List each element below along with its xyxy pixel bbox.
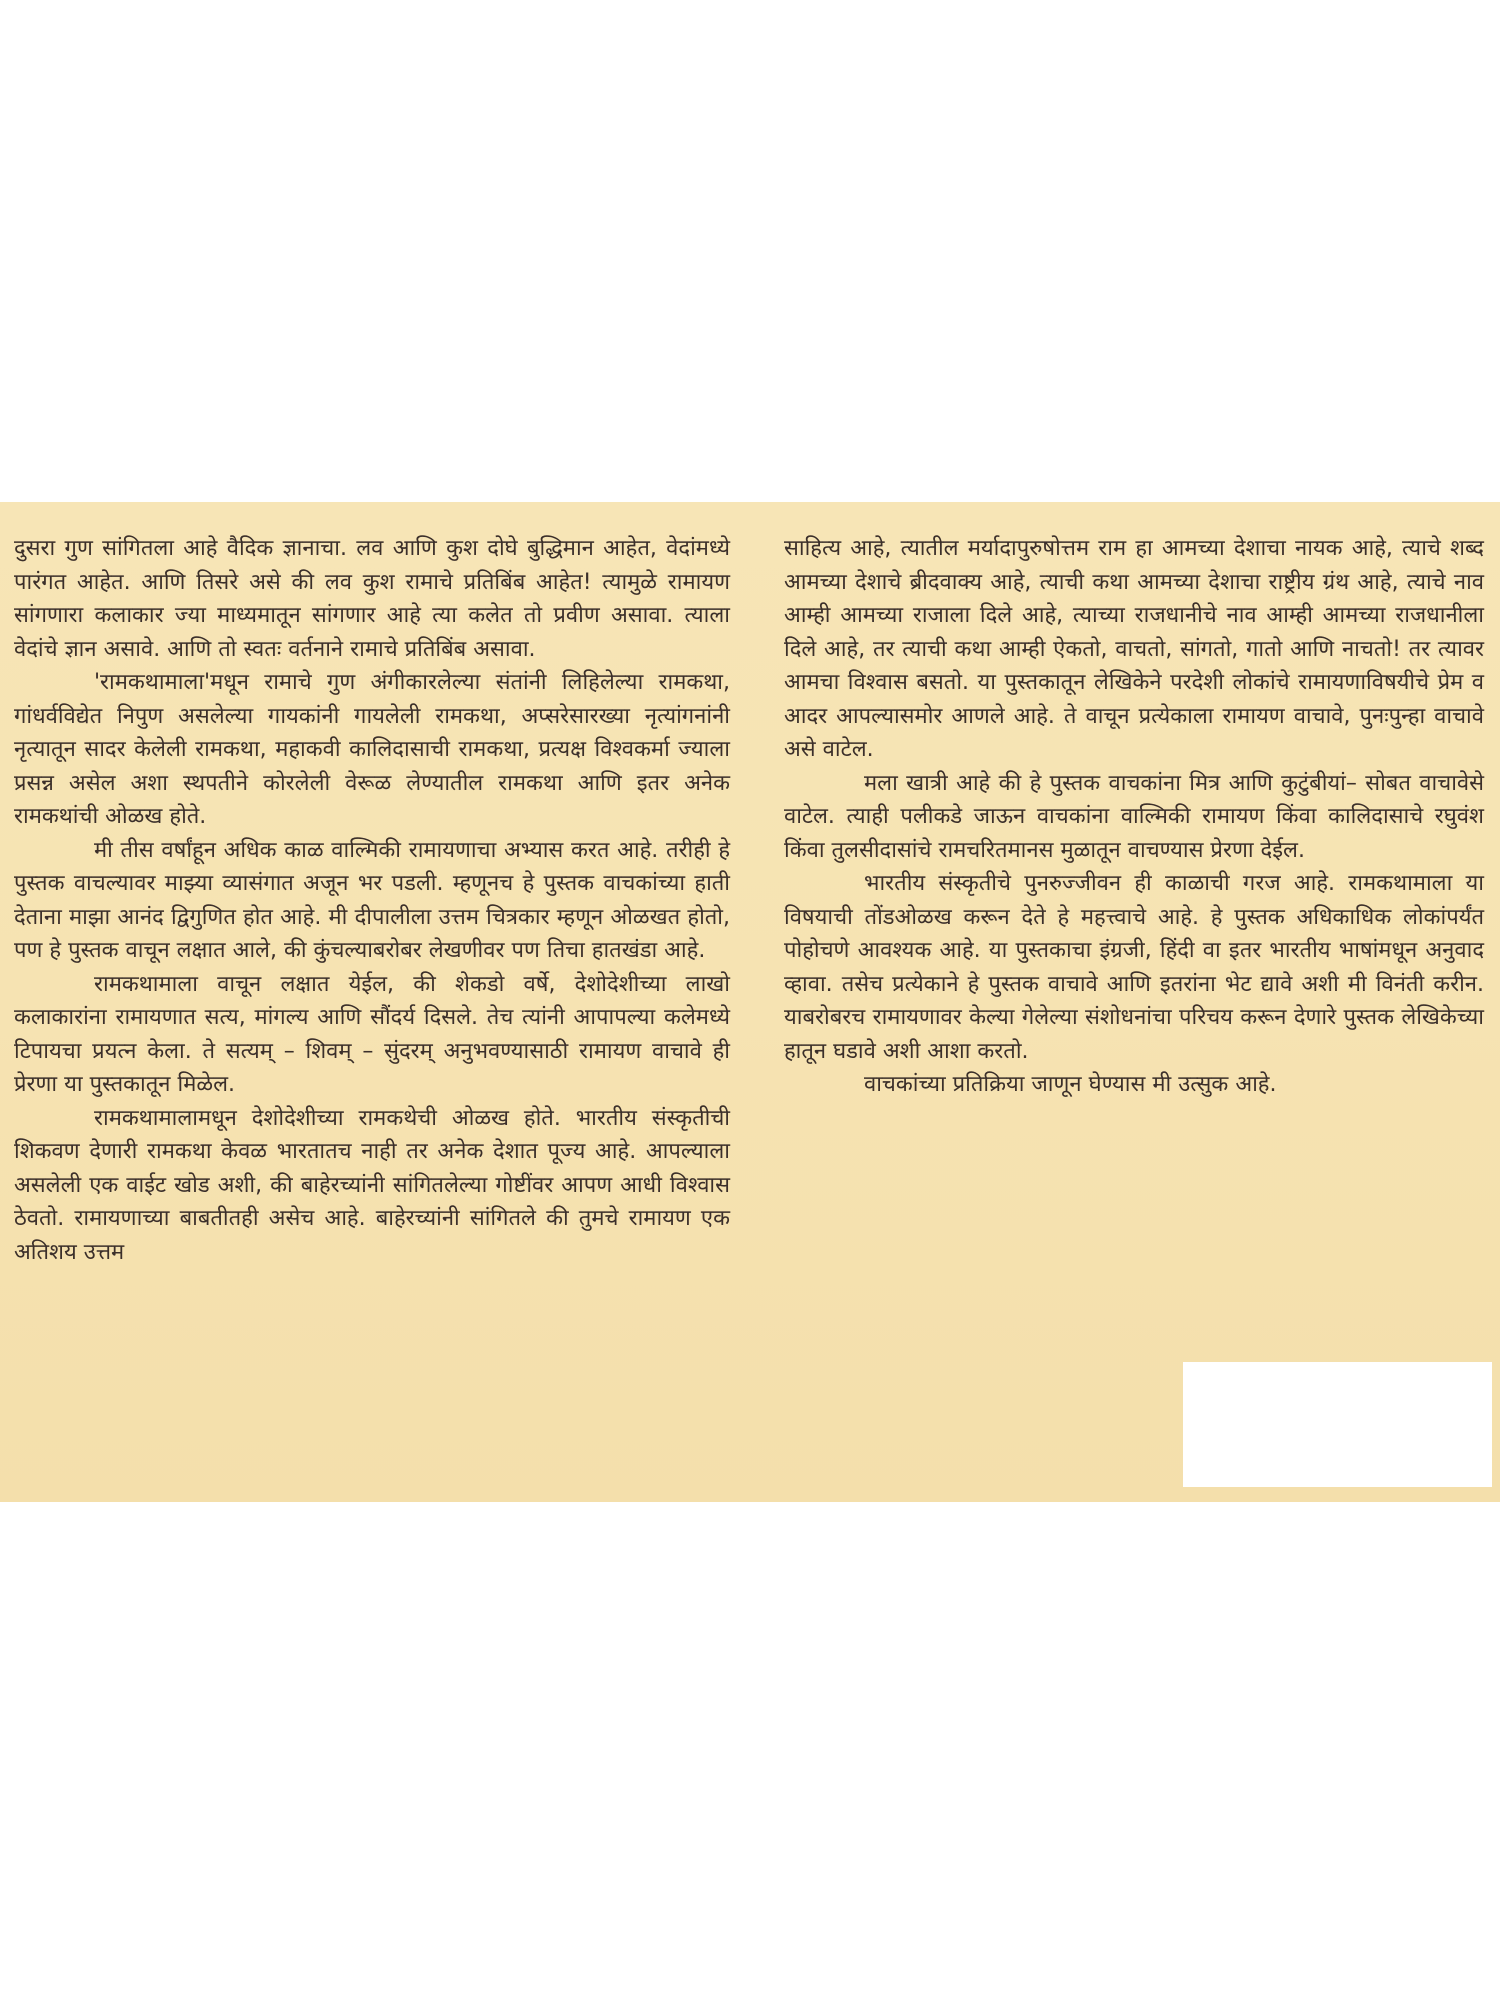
left-paragraph-5: रामकथामालामधून देशोदेशीच्या रामकथेची ओळख होते. भारतीय संस्कृतीची शिकवण देणारी रामकथा केवळ भारतातच नाही तर अनेक देशात पूज्य आहे. आपल्याला असलेली एक वाईट खोड अशी, की बाहेरच्यांनी सांगितलेल्या गोष्टींवर आपण आधी विश्वास ठेवतो. रामायणाच्या बाबतीतही असेच आहे. बाहेरच्यांनी सांगितले की तुमचे रामायण एक अतिशय उत्तम (14, 1105, 730, 1265)
left-paragraph-2: 'रामकथामाला'मधून रामाचे गुण अंगीकारलेल्या संतांनी लिहिलेल्या रामकथा, गांधर्वविद्येत निपुण असलेल्या गायकांनी गायलेली रामकथा, अप्सरेसारख्या नृत्यांगनांनी नृत्यातून सादर केलेली रामकथा, महाकवी कालिदासाची रामकथा, प्रत्यक्ष विश्वकर्मा ज्याला प्रसन्न असेल अशा स्थपतीने कोरलेली वेरूळ लेण्यातील रामकथा आणि इतर अनेक रामकथांची ओळख होते. (14, 670, 730, 829)
left-page-column (14, 532, 730, 1269)
scanned-book-spread (0, 502, 1500, 1502)
right-paragraph-1: साहित्य आहे, त्यातील मर्यादापुरुषोत्तम राम हा आमच्या देशाचा नायक आहे, त्याचे शब्द आमच्या देशाचे ब्रीदवाक्य आहे, त्याची कथा आमच्या देशाचा राष्ट्रीय ग्रंथ आहे, त्याचे नाव आम्ही आमच्या राजाला दिले आहे, त्याच्या राजधानीचे नाव आम्ही आमच्या राजधानीला दिले आहे, तर त्याची कथा आम्ही ऐकतो, वाचतो, सांगतो, गातो आणि नाचतो! तर त्यावर आमचा विश्वास बसतो. या पुस्तकातून लेखिकेने परदेशी लोकांचे रामायणाविषयीचे प्रेम व आदर आपल्यासमोर आणले आहे. ते वाचून प्रत्येकाला रामायण वाचावे, पुनःपुन्हा वाचावे असे वाटेल. (784, 536, 1484, 762)
right-page-column (784, 532, 1484, 1102)
right-paragraph-4: वाचकांच्या प्रतिक्रिया जाणून घेण्यास मी उत्सुक आहे. (864, 1072, 1277, 1097)
left-paragraph-4: रामकथामाला वाचून लक्षात येईल, की शेकडो वर्षे, देशोदेशीच्या लाखो कलाकारांना रामायणात सत्य, मांगल्य आणि सौंदर्य दिसले. तेच त्यांनी आपापल्या कलेमध्ये टिपायचा प्रयत्न केला. ते सत्यम् – शिवम् – सुंदरम् अनुभवण्यासाठी रामायण वाचावे ही प्रेरणा या पुस्तकातून मिळेल. (14, 971, 730, 1097)
left-paragraph-1: दुसरा गुण सांगितला आहे वैदिक ज्ञानाचा. लव आणि कुश दोघे बुद्धिमान आहेत, वेदांमध्ये पारंगत आहेत. आणि तिसरे असे की लव कुश रामाचे प्रतिबिंब आहेत! त्यामुळे रामायण सांगणारा कलाकार ज्या माध्यमातून सांगणार आहे त्या कलेत तो प्रवीण असावा. त्याला वेदांचे ज्ञान असावे. आणि तो स्वतः वर्तनाने रामाचे प्रतिबिंब असावा. (14, 536, 730, 662)
right-paragraph-3: भारतीय संस्कृतीचे पुनरुज्जीवन ही काळाची गरज आहे. रामकथामाला या विषयाची तोंडओळख करून देते हे महत्त्वाचे आहे. हे पुस्तक अधिकाधिक लोकांपर्यंत पोहोचणे आवश्यक आहे. या पुस्तकाचा इंग्रजी, हिंदी वा इतर भारतीय भाषांमधून अनुवाद व्हावा. तसेच प्रत्येकाने हे पुस्तक वाचावे आणि इतरांना भेट द्यावे अशी मी विनंती करीन. याबरोबरच रामायणावर केल्या गेलेल्या संशोधनांचा परिचय करून देणारे पुस्तक लेखिकेच्या हातून घडावे अशी आशा करतो. (784, 871, 1484, 1064)
blank-patch (1183, 1362, 1492, 1487)
right-paragraph-2: मला खात्री आहे की हे पुस्तक वाचकांना मित्र आणि कुटुंबीयां– सोबत वाचावेसे वाटेल. त्याही पलीकडे जाऊन वाचकांना वाल्मिकी रामायण किंवा कालिदासाचे रघुवंश किंवा तुलसीदासांचे रामचरितमानस मुळातून वाचण्यास प्रेरणा देईल. (784, 770, 1484, 863)
left-paragraph-3: मी तीस वर्षांहून अधिक काळ वाल्मिकी रामायणाचा अभ्यास करत आहे. तरीही हे पुस्तक वाचल्यावर माझ्या व्यासंगात अजून भर पडली. म्हणूनच हे पुस्तक वाचकांच्या हाती देताना माझा आनंद द्विगुणित होत आहे. मी दीपालीला उत्तम चित्रकार म्हणून ओळखत होतो, पण हे पुस्तक वाचून लक्षात आले, की कुंचल्याबरोबर लेखणीवर पण तिचा हातखंडा आहे. (14, 837, 730, 963)
